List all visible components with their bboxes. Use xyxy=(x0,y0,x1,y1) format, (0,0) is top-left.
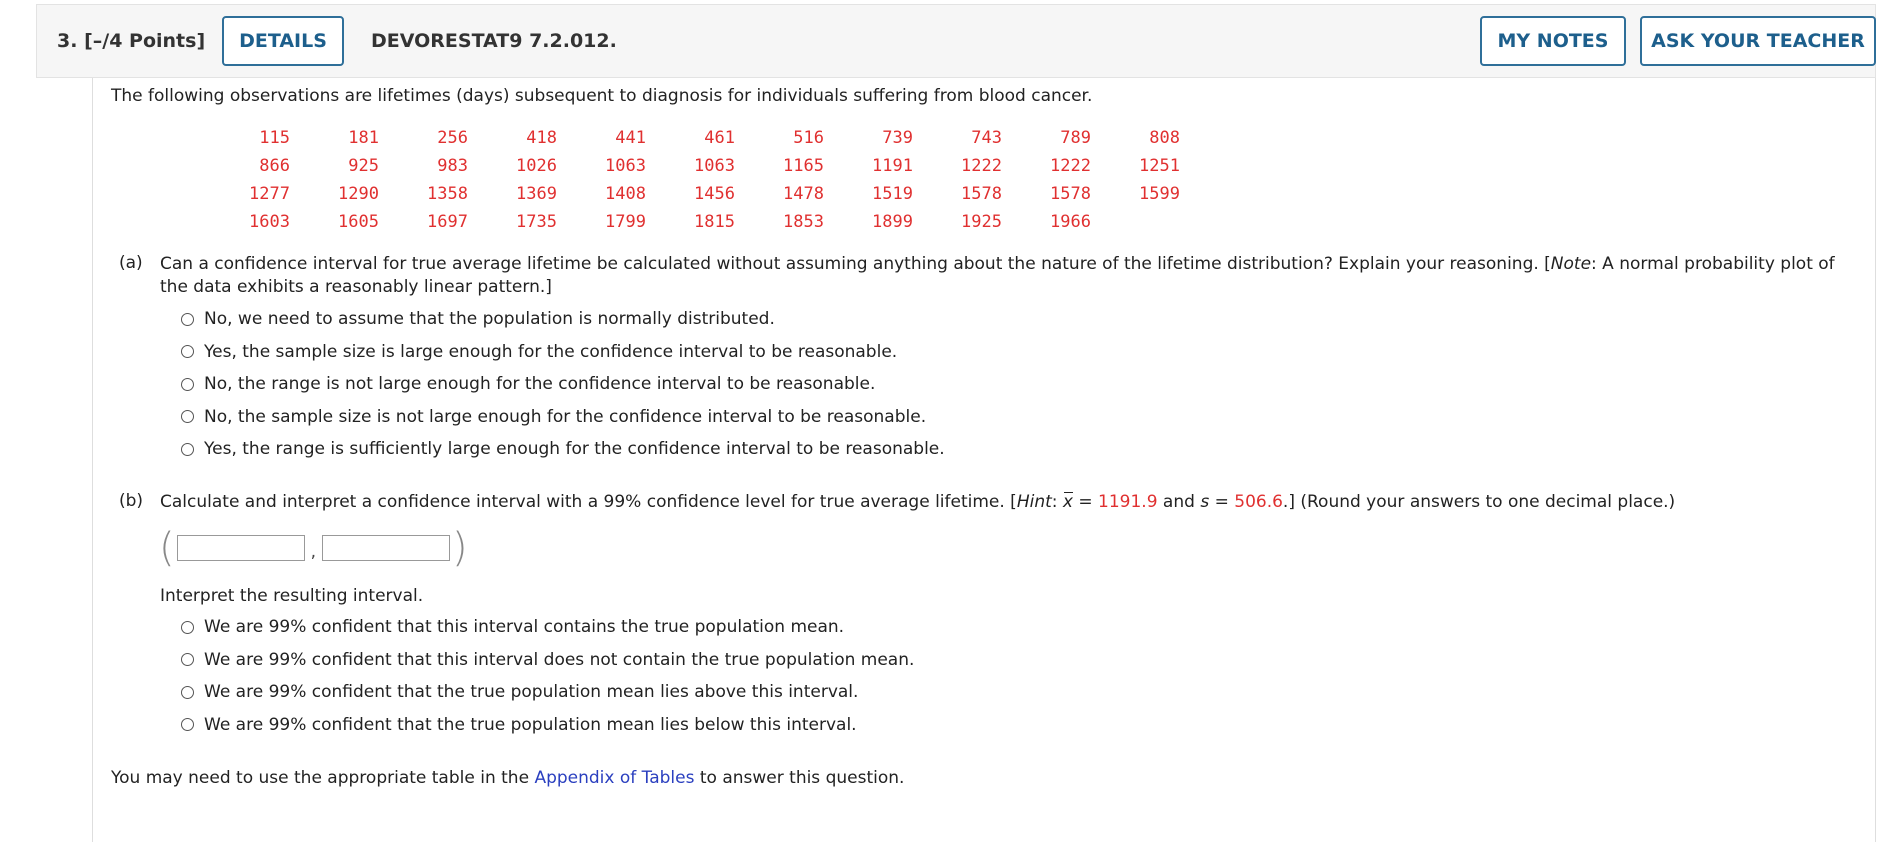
appendix-note-before: You may need to use the appropriate table in the xyxy=(111,768,535,788)
question-body xyxy=(92,78,1876,842)
part-a-label: (a) xyxy=(119,253,143,273)
radio-button[interactable] xyxy=(181,345,194,358)
option-label: No, the range is not large enough for the confidence interval to be reasonable. xyxy=(204,374,876,395)
option-label: No, we need to assume that the population is normally distributed. xyxy=(204,309,775,330)
intro-text: The following observations are lifetimes (days) subsequent to diagnosis for individuals suffering from blood cancer. xyxy=(111,86,1093,106)
hint-word: Hint xyxy=(1016,492,1052,512)
table-cell: 1063 xyxy=(605,156,646,176)
part-a-option[interactable] xyxy=(181,401,945,434)
table-cell: 516 xyxy=(793,128,824,148)
option-label: Yes, the range is sufficiently large enough for the confidence interval to be reasonable. xyxy=(204,439,945,460)
part-b-options xyxy=(181,611,914,741)
radio-button[interactable] xyxy=(181,686,194,699)
table-cell: 1853 xyxy=(783,212,824,232)
part-a-option[interactable] xyxy=(181,303,945,336)
part-b-label: (b) xyxy=(119,491,144,511)
part-a-options xyxy=(181,303,945,466)
observations-table xyxy=(213,124,1192,236)
table-row xyxy=(213,124,1192,152)
hint-colon: : xyxy=(1051,492,1063,512)
radio-button[interactable] xyxy=(181,653,194,666)
table-cell: 256 xyxy=(437,128,468,148)
table-cell: 1165 xyxy=(783,156,824,176)
part-b-question-text: Calculate and interpret a confidence interval with a 99% confidence level for true average lifetime. [ xyxy=(160,492,1017,512)
table-cell: 1063 xyxy=(694,156,735,176)
table-cell: 1925 xyxy=(961,212,1002,232)
table-cell: 1222 xyxy=(961,156,1002,176)
option-label: We are 99% confident that the true population mean lies below this interval. xyxy=(204,714,857,735)
radio-button[interactable] xyxy=(181,313,194,326)
part-b-question xyxy=(160,491,1860,514)
open-paren: ( xyxy=(159,525,175,571)
table-cell: 789 xyxy=(1060,128,1091,148)
interpret-label: Interpret the resulting interval. xyxy=(160,586,424,606)
table-row xyxy=(213,152,1192,180)
table-cell: 1578 xyxy=(961,184,1002,204)
option-label: Yes, the sample size is large enough for the confidence interval to be reasonable. xyxy=(204,341,898,362)
appendix-of-tables-link[interactable]: Appendix of Tables xyxy=(534,768,695,788)
table-cell: 1222 xyxy=(1050,156,1091,176)
table-cell: 983 xyxy=(437,156,468,176)
table-cell: 1251 xyxy=(1139,156,1180,176)
question-number-points xyxy=(57,30,205,52)
confidence-interval-inputs xyxy=(159,525,468,571)
radio-button[interactable] xyxy=(181,718,194,731)
table-row xyxy=(213,180,1192,208)
radio-button[interactable] xyxy=(181,621,194,634)
table-cell: 1735 xyxy=(516,212,557,232)
table-cell: 1478 xyxy=(783,184,824,204)
table-cell: 1408 xyxy=(605,184,646,204)
appendix-note xyxy=(111,768,904,788)
table-cell: 115 xyxy=(259,128,290,148)
table-cell: 1899 xyxy=(872,212,913,232)
table-cell: 925 xyxy=(348,156,379,176)
x-bar-letter: x xyxy=(1062,492,1073,512)
equals-sign: = xyxy=(1072,492,1099,512)
note-word: Note xyxy=(1550,254,1592,274)
table-cell: 461 xyxy=(704,128,735,148)
table-cell: 418 xyxy=(526,128,557,148)
option-label: No, the sample size is not large enough for the confidence interval to be reasonable. xyxy=(204,406,927,427)
details-button[interactable]: DETAILS xyxy=(222,16,344,66)
question-header xyxy=(36,4,1876,78)
table-cell: 743 xyxy=(971,128,1002,148)
table-cell: 1277 xyxy=(249,184,290,204)
part-a-option[interactable] xyxy=(181,368,945,401)
table-cell: 1605 xyxy=(338,212,379,232)
part-b-option[interactable] xyxy=(181,676,914,709)
upper-bound-input[interactable] xyxy=(322,535,450,561)
close-paren: ) xyxy=(452,525,468,571)
part-a-question-text: Can a confidence interval for true average lifetime be calculated without assuming anything about the nature of the lifetime distribution? Explain your reasoning. [ xyxy=(160,254,1551,274)
table-cell: 1603 xyxy=(249,212,290,232)
table-cell: 808 xyxy=(1149,128,1180,148)
question-source: DEVORESTAT9 7.2.012. xyxy=(371,30,617,52)
table-cell: 866 xyxy=(259,156,290,176)
table-cell: 1191 xyxy=(872,156,913,176)
radio-button[interactable] xyxy=(181,443,194,456)
equals-sign: = xyxy=(1209,492,1235,512)
question-number: 3. xyxy=(57,30,78,52)
table-cell: 739 xyxy=(882,128,913,148)
note-text: : A normal probability plot of the data exhibits a reasonably linear pattern.] xyxy=(160,254,1835,297)
table-cell: 1599 xyxy=(1139,184,1180,204)
table-cell: 1815 xyxy=(694,212,735,232)
table-cell: 1290 xyxy=(338,184,379,204)
table-cell: 1697 xyxy=(427,212,468,232)
x-bar-value: 1191.9 xyxy=(1098,492,1158,512)
part-a-question xyxy=(160,253,1860,299)
table-cell xyxy=(1103,208,1192,236)
interval-comma: , xyxy=(310,542,317,562)
part-a-option[interactable] xyxy=(181,433,945,466)
table-cell: 1966 xyxy=(1050,212,1091,232)
my-notes-button[interactable]: MY NOTES xyxy=(1480,16,1626,66)
appendix-note-after: to answer this question. xyxy=(694,768,905,788)
s-symbol: s xyxy=(1200,492,1210,512)
x-bar-symbol xyxy=(1063,491,1073,514)
part-b-option[interactable] xyxy=(181,611,914,644)
lower-bound-input[interactable] xyxy=(177,535,305,561)
table-cell: 1578 xyxy=(1050,184,1091,204)
part-b-option[interactable] xyxy=(181,644,914,677)
radio-button[interactable] xyxy=(181,410,194,423)
part-b-question-end: .] (Round your answers to one decimal place.) xyxy=(1282,492,1676,512)
option-label: We are 99% confident that this interval contains the true population mean. xyxy=(204,617,845,638)
table-cell: 1519 xyxy=(872,184,913,204)
s-value: 506.6 xyxy=(1234,492,1283,512)
table-cell: 1026 xyxy=(516,156,557,176)
table-cell: 1799 xyxy=(605,212,646,232)
ask-your-teacher-button[interactable]: ASK YOUR TEACHER xyxy=(1640,16,1876,66)
table-cell: 181 xyxy=(348,128,379,148)
table-row xyxy=(213,208,1192,236)
table-cell: 1358 xyxy=(427,184,468,204)
and-text: and xyxy=(1157,492,1201,512)
radio-button[interactable] xyxy=(181,378,194,391)
part-a-option[interactable] xyxy=(181,336,945,369)
part-b-option[interactable] xyxy=(181,709,914,742)
option-label: We are 99% confident that the true population mean lies above this interval. xyxy=(204,682,859,703)
table-cell: 1456 xyxy=(694,184,735,204)
question-points: [–/4 Points] xyxy=(84,30,206,52)
table-cell: 1369 xyxy=(516,184,557,204)
table-cell: 441 xyxy=(615,128,646,148)
option-label: We are 99% confident that this interval does not contain the true population mean. xyxy=(204,649,915,670)
